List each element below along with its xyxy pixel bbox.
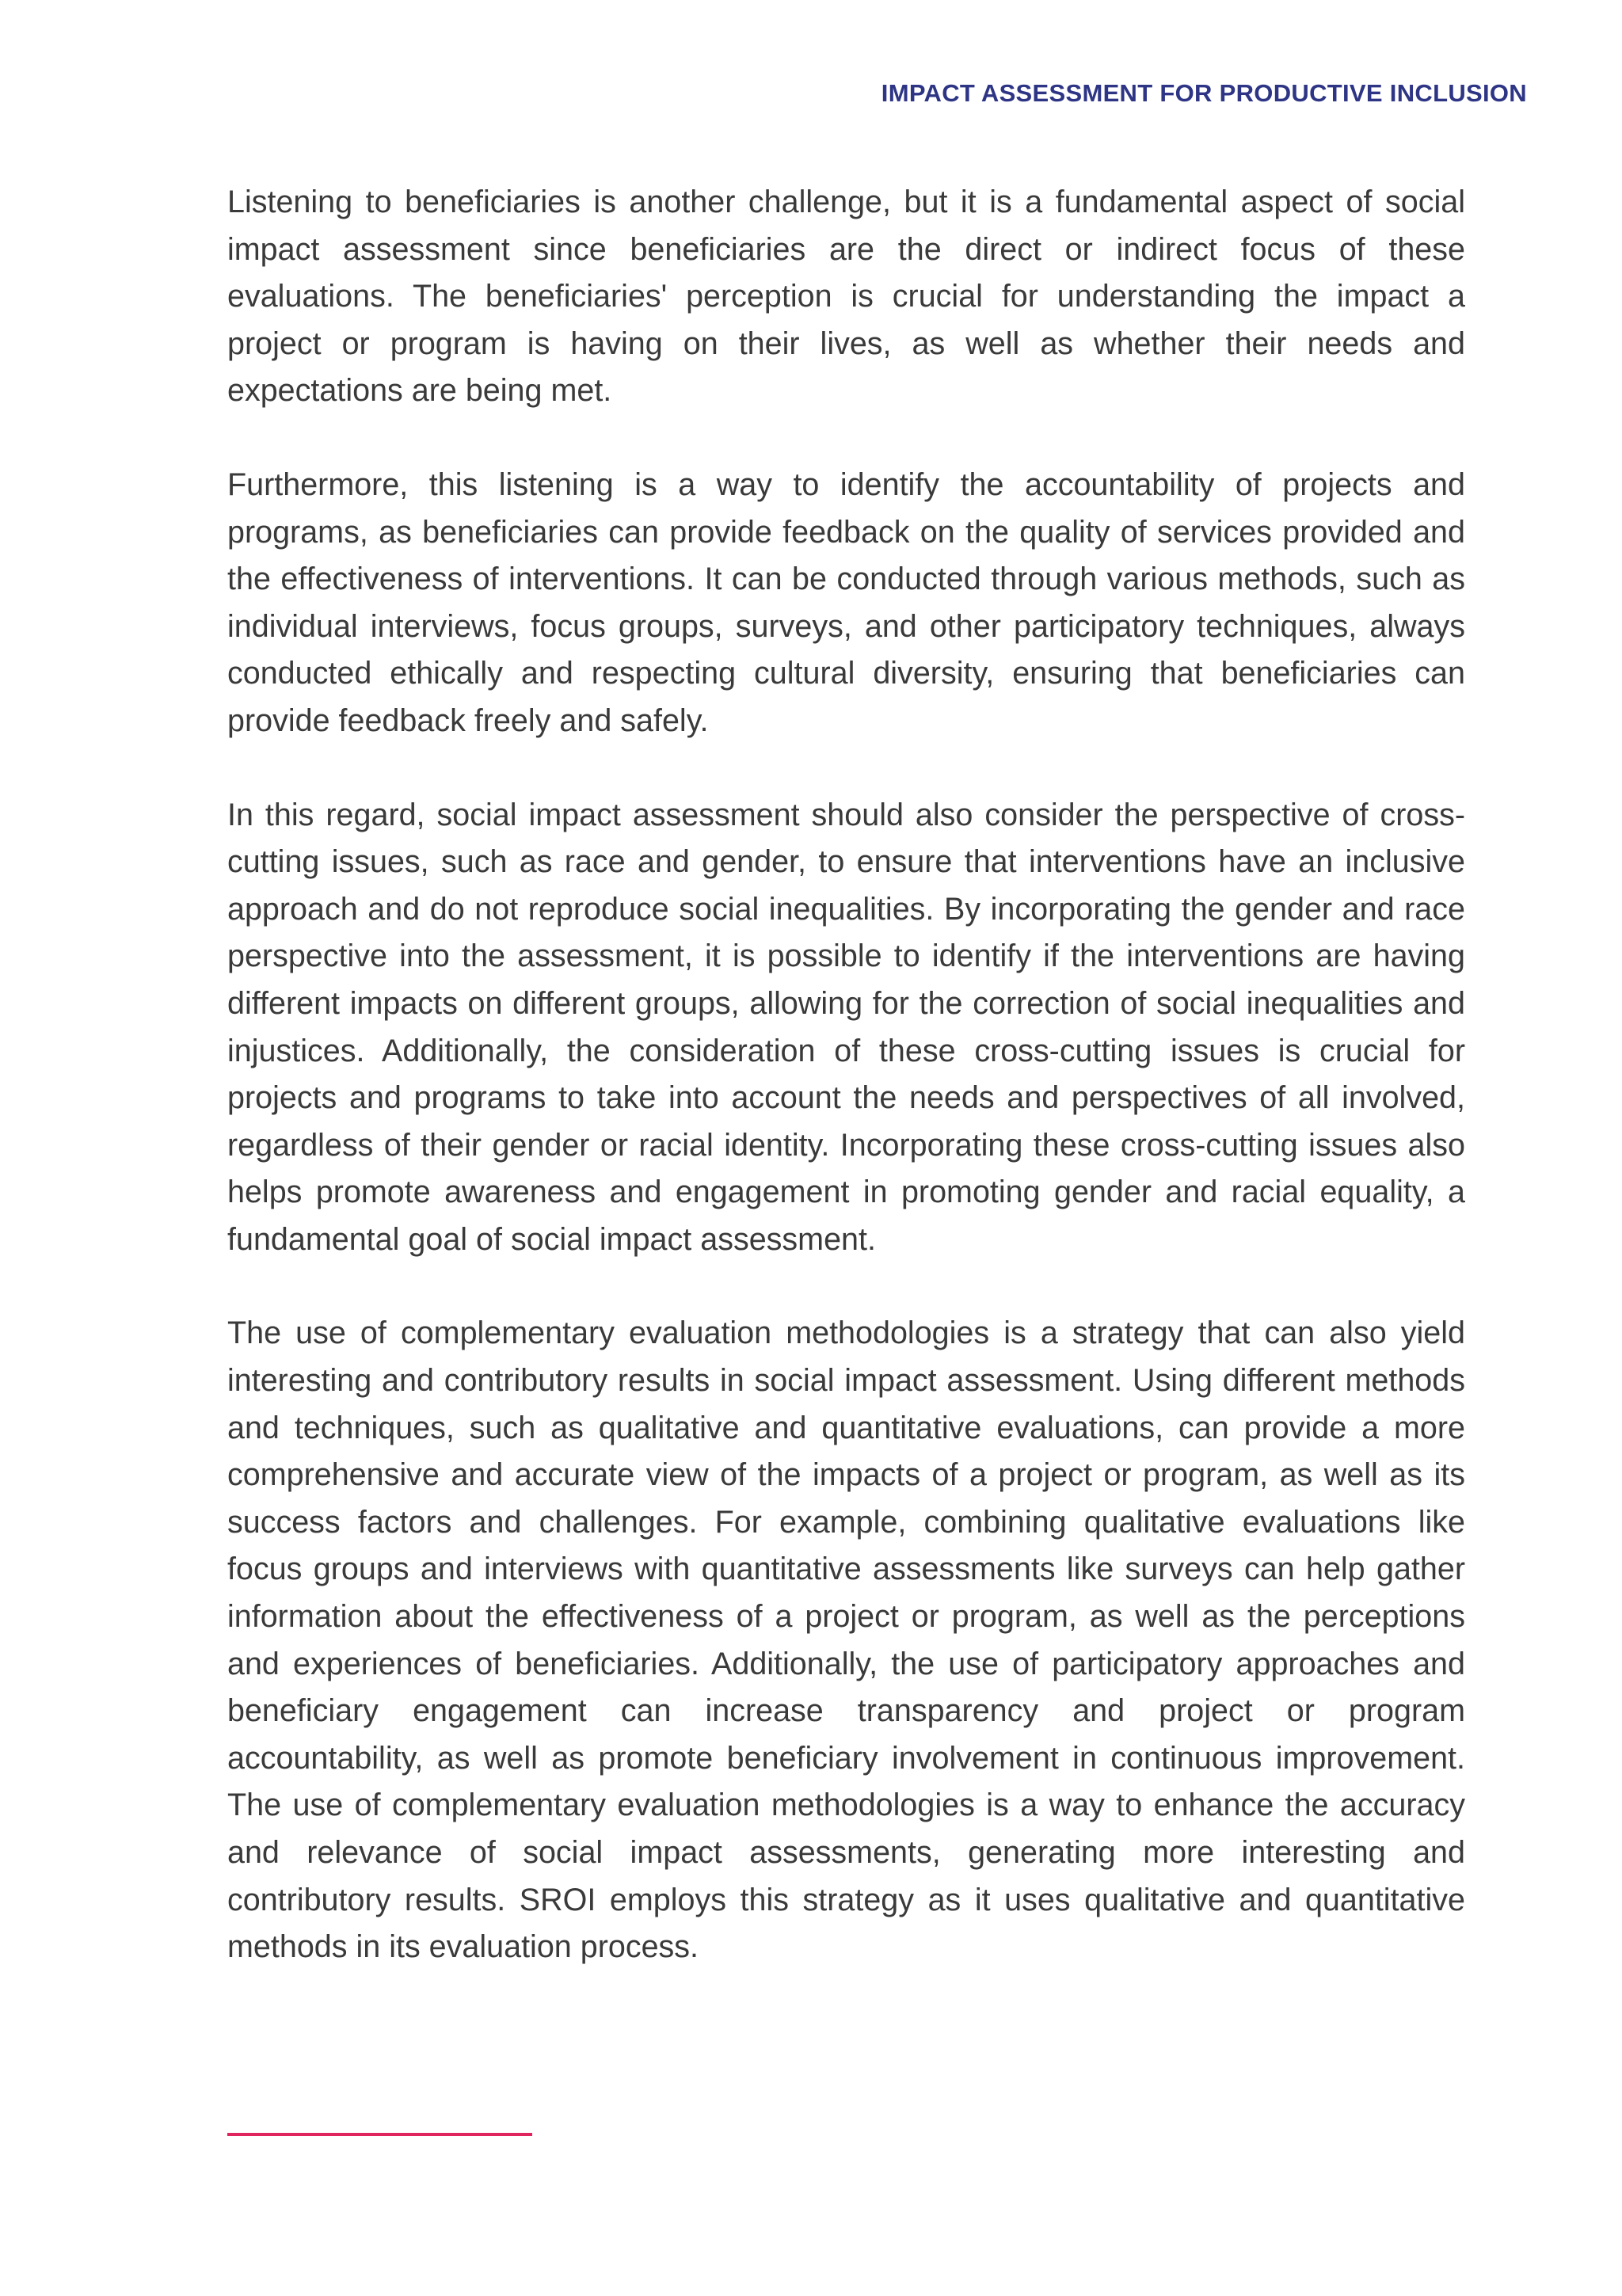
paragraph-cross-cutting-issues: In this regard, social impact assessment should also consider the perspective of cross-cutting issues, such as race and gender, to ensure that interventions have an inclusive approach and do not reproduce social inequalities. By incorporating the gender and race perspective into the assessment, it is possible to identify if the interventions are having different impacts on different groups, allowing for the correction of social inequalities and injustices. Additionally, the consideration of these cross-cutting issues is crucial for projects and programs to take into account the needs and perspectives of all involved, regardless of their gender or racial identity. Incorporating these cross-cutting issues also helps promote awareness and engagement in promoting gender and racial equality, a fundamental goal of social impact assessment. — [227, 797, 1465, 1257]
paragraph-accountability: Furthermore, this listening is a way to identify the accountability of projects and programs, as beneficiaries can provide feedback on the quality of services provided and the effectiveness of interventions. It can be conducted through various methods, such as individual interviews, focus groups, surveys, and other participatory techniques, always conducted ethically and respecting cultural diversity, ensuring that beneficiaries can provide feedback freely and safely. — [227, 466, 1465, 738]
running-header: IMPACT ASSESSMENT FOR PRODUCTIVE INCLUSION — [881, 79, 1527, 107]
footnote-divider — [227, 2133, 532, 2136]
paragraph-complementary-methodologies: The use of complementary evaluation methodologies is a strategy that can also yield interesting and contributory results in social impact assessment. Using different methods and techniques, such as qualitative and quantitative evaluations, can provide a more comprehensive and accurate view of the impacts of a project or program, as well as its success factors and challenges. For example, combining qualitative evaluations like focus groups and interviews with quantitative assessments like surveys can help gather information about the effectiveness of a project or program, as well as the perceptions and experiences of beneficiaries. Additionally, the use of participatory approaches and beneficiary engagement can increase transparency and project or program accountability, as well as promote beneficiary involvement in continuous improvement. The use of complementary evaluation methodologies is a way to enhance the accuracy and relevance of social impact assessments, generating more interesting and contributory results. SROI employs this strategy as it uses qualitative and quantitative methods in its evaluation process. — [227, 1316, 1465, 1965]
body-text — [227, 179, 1465, 2018]
paragraph-listening-to-beneficiaries: Listening to beneficiaries is another challenge, but it is a fundamental aspect of social impact assessment since beneficiaries are the direct or indirect focus of these evaluations. The beneficiaries' perception is crucial for understanding the impact a project or program is having on their lives, as well as whether their needs and expectations are being met. — [227, 185, 1465, 409]
